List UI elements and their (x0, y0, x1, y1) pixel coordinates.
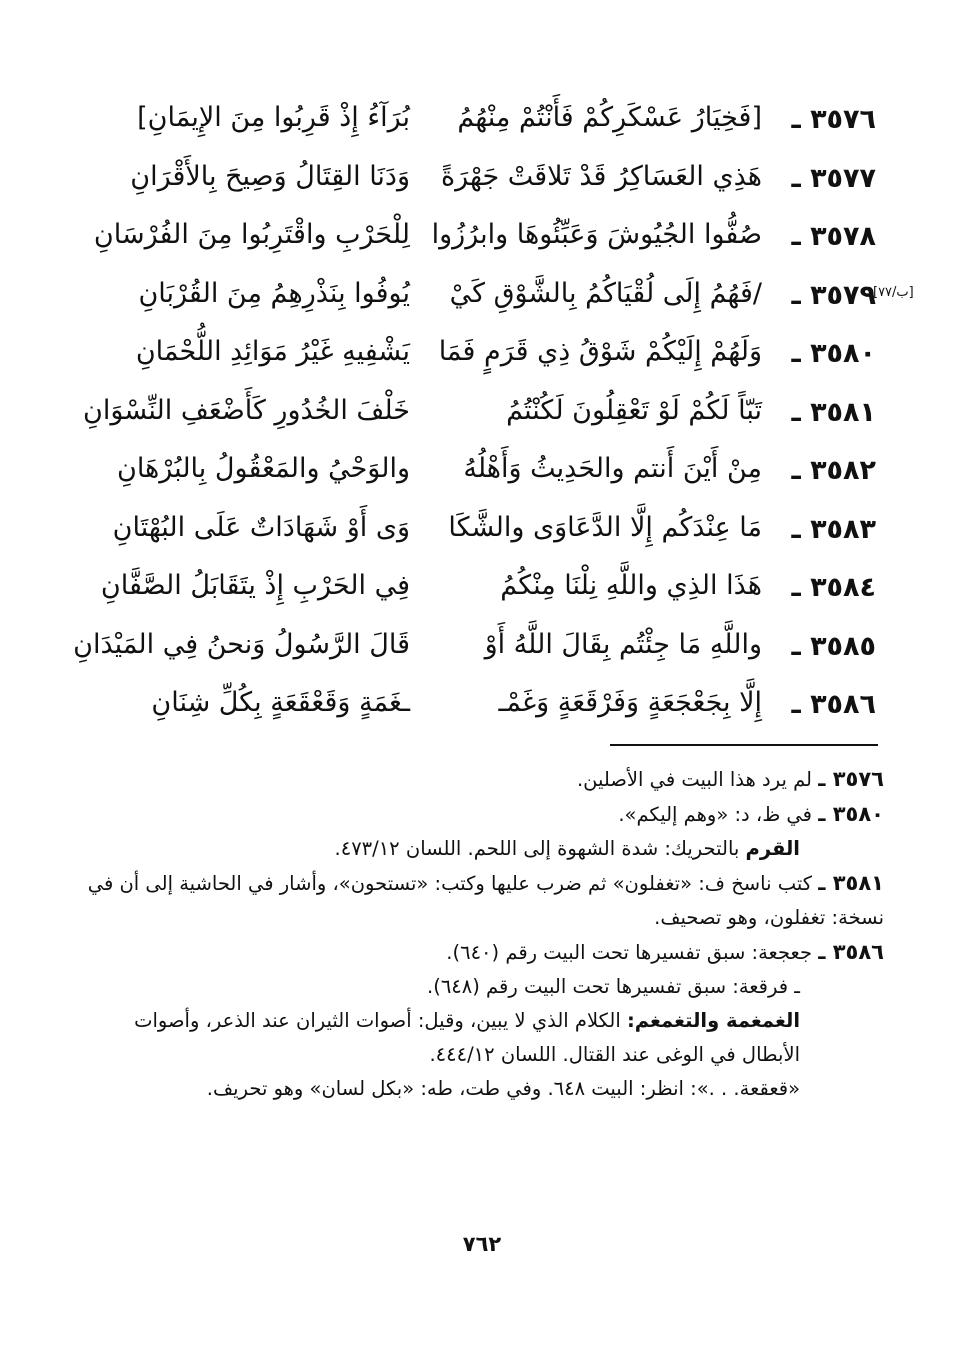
footnote-number: ٣٥٨٠ ـ (818, 802, 884, 826)
footnotes (84, 762, 884, 1106)
verse-row (60, 96, 890, 155)
footnote-continuation (84, 1004, 884, 1072)
verse-row (60, 272, 890, 331)
verse-second-hemistich: وَدَنَا القِتَالُ وَصِيحَ بِالأَقْرَانِ (130, 160, 410, 192)
footnote-text: جعجعة: سبق تفسيرها تحت البيت رقم (٦٤٠). (446, 941, 813, 964)
verse-row (60, 681, 890, 740)
footnote-text: ـ فرقعة: سبق تفسيرها تحت البيت رقم (٦٤٨). (427, 975, 800, 998)
footnote-number: ٣٥٧٦ ـ (818, 767, 884, 791)
footnote-term: الغمغمة والتغمغم: (626, 1009, 800, 1032)
footnote-continuation (84, 970, 884, 1004)
verse-number: ٣٥٨٤ ـ (791, 572, 876, 603)
verse-first-hemistich: وَلَهُمْ إِلَيْكُمْ شَوْقُ ذِي قَرَمٍ فَمَا (438, 336, 762, 367)
footnote (84, 762, 884, 797)
verse-row (60, 330, 890, 389)
verse-row (60, 389, 890, 448)
verse-number: ٣٥٧٧ ـ (791, 162, 876, 194)
manuscript-folio-note: [۷۷/ب] (873, 285, 914, 300)
footnote-number: ٣٥٨٦ ـ (818, 940, 884, 964)
verse-number: ٣٥٨٣ ـ (791, 513, 876, 545)
footnote-number: ٣٥٨١ ـ (818, 871, 884, 895)
verse-row (60, 447, 890, 506)
footnote-text: بالتحريك: شدة الشهوة إلى اللحم. اللسان ٤٧٣/١٢. (334, 837, 740, 860)
footnote-text: الكلام الذي لا يبين، وقيل: أصوات الثيران عند الذعر، وأصوات الأبطال في الوغى عند القتال. اللسان ٤٤٤/١٢. (134, 1009, 800, 1066)
verse-row (60, 564, 890, 623)
verse-first-hemistich: مَا عِنْدَكُم إِلَّا الدَّعَاوَى والشَّكَا (448, 511, 762, 543)
verse-second-hemistich: يُوفُوا بِنَذْرِهِمُ مِنَ القُرْبَانِ (138, 277, 410, 309)
verse-first-hemistich: هَذَا الذِي واللَّهِ نِلْنَا مِنْكُمُ (500, 570, 762, 601)
footnote-text: «قعقعة. . .»: انظر: البيت ٦٤٨. وفي طت، طه: «بكل لسان» وهو تحريف. (206, 1077, 800, 1100)
verse-first-hemistich: تَبّاً لَكُمْ لَوْ تَعْقِلُونَ لَكُنْتُمُ (506, 394, 762, 426)
footnote (84, 866, 884, 935)
footnote-separator (610, 744, 878, 746)
verse-second-hemistich: يَشْفِيهِ غَيْرُ مَوَائِدِ اللُّحْمَانِ (135, 336, 410, 367)
verse-first-hemistich: صُفُّوا الجُيُوشَ وَعَبِّئُوهَا وابرُزُوا (431, 219, 762, 250)
verse-row (60, 623, 890, 682)
verse-first-hemistich: هَذِي العَسَاكِرُ قَدْ تَلاقَتْ جَهْرَةً (441, 160, 762, 192)
verse-first-hemistich: واللَّهِ مَا جِئْتُم بِقَالَ اللَّهُ أَوْ (484, 628, 762, 660)
verse-second-hemistich: قَالَ الرَّسُولُ وَنحنُ فِي المَيْدَانِ (73, 628, 410, 660)
poem-verses (60, 96, 890, 740)
verse-first-hemistich: /فَهُمُ إِلَى لُقْيَاكُمُ بِالشَّوْقِ كَيْ (449, 277, 762, 309)
verse-number: ٣٥٧٩ ـ (791, 279, 876, 311)
verse-second-hemistich: ـغَمَةٍ وَقَعْقَعَةٍ بِكُلِّ شِنَانِ (151, 687, 410, 718)
footnote-text: لم يرد هذا البيت في الأصلين. (576, 768, 813, 791)
footnote-term: القرم (745, 837, 800, 860)
verse-second-hemistich: وَى أَوْ شَهَادَاتٌ عَلَى البُهْتَانِ (112, 511, 410, 543)
footnote-text: في ظ، د: «وهم إليكم». (618, 803, 813, 826)
verse-row (60, 213, 890, 272)
verse-number: ٣٥٨١ ـ (791, 396, 876, 428)
verse-second-hemistich: خَلْفَ الخُدُورِ كَأَضْعَفِ النِّسْوَانِ (83, 394, 410, 426)
verse-number: ٣٥٨٥ ـ (791, 630, 876, 662)
verse-number: ٣٥٨٢ ـ (791, 455, 876, 486)
verse-number: ٣٥٧٨ ـ (791, 221, 876, 252)
page-number: ٧٦٢ (462, 1232, 502, 1256)
footnote-continuation (84, 832, 884, 866)
verse-number: ٣٥٨٦ ـ (791, 689, 876, 720)
verse-first-hemistich: إِلَّا بِجَعْجَعَةٍ وَفَرْقَعَةٍ وَغَمْـ (498, 687, 762, 718)
verse-first-hemistich: مِنْ أَيْنَ أَنتم والحَدِيثُ وَأَهْلُهُ (463, 453, 762, 484)
verse-first-hemistich: [فَخِيَارُ عَسْكَرِكُمْ فَأَنْتُمْ مِنْهُمُ (457, 102, 762, 133)
verse-second-hemistich: لِلْحَرْبِ واقْتَرِبُوا مِنَ الفُرْسَانِ (93, 219, 410, 250)
verse-second-hemistich: بُرَآءُ إِذْ قَرِبُوا مِنَ الإِيمَانِ] (137, 102, 410, 133)
footnote (84, 797, 884, 832)
footnote-continuation (84, 1072, 884, 1106)
verse-row (60, 506, 890, 565)
verse-number: ٣٥٧٦ ـ (791, 104, 876, 135)
verse-row (60, 155, 890, 214)
verse-second-hemistich: فِي الحَرْبِ إِذْ يتَقَابَلُ الصَّفَّانِ (100, 570, 410, 601)
verse-second-hemistich: والوَحْيُ والمَعْقُولُ بِالبُرْهَانِ (116, 453, 410, 484)
verse-number: ٣٥٨٠ ـ (791, 338, 876, 369)
footnote-text: كتب ناسخ ف: «تغفلون» ثم ضرب عليها وكتب: «تستحون»، وأشار في الحاشية إلى أن في نسخة: تغفلون، وهو تصحيف. (87, 872, 884, 929)
footnote (84, 935, 884, 970)
